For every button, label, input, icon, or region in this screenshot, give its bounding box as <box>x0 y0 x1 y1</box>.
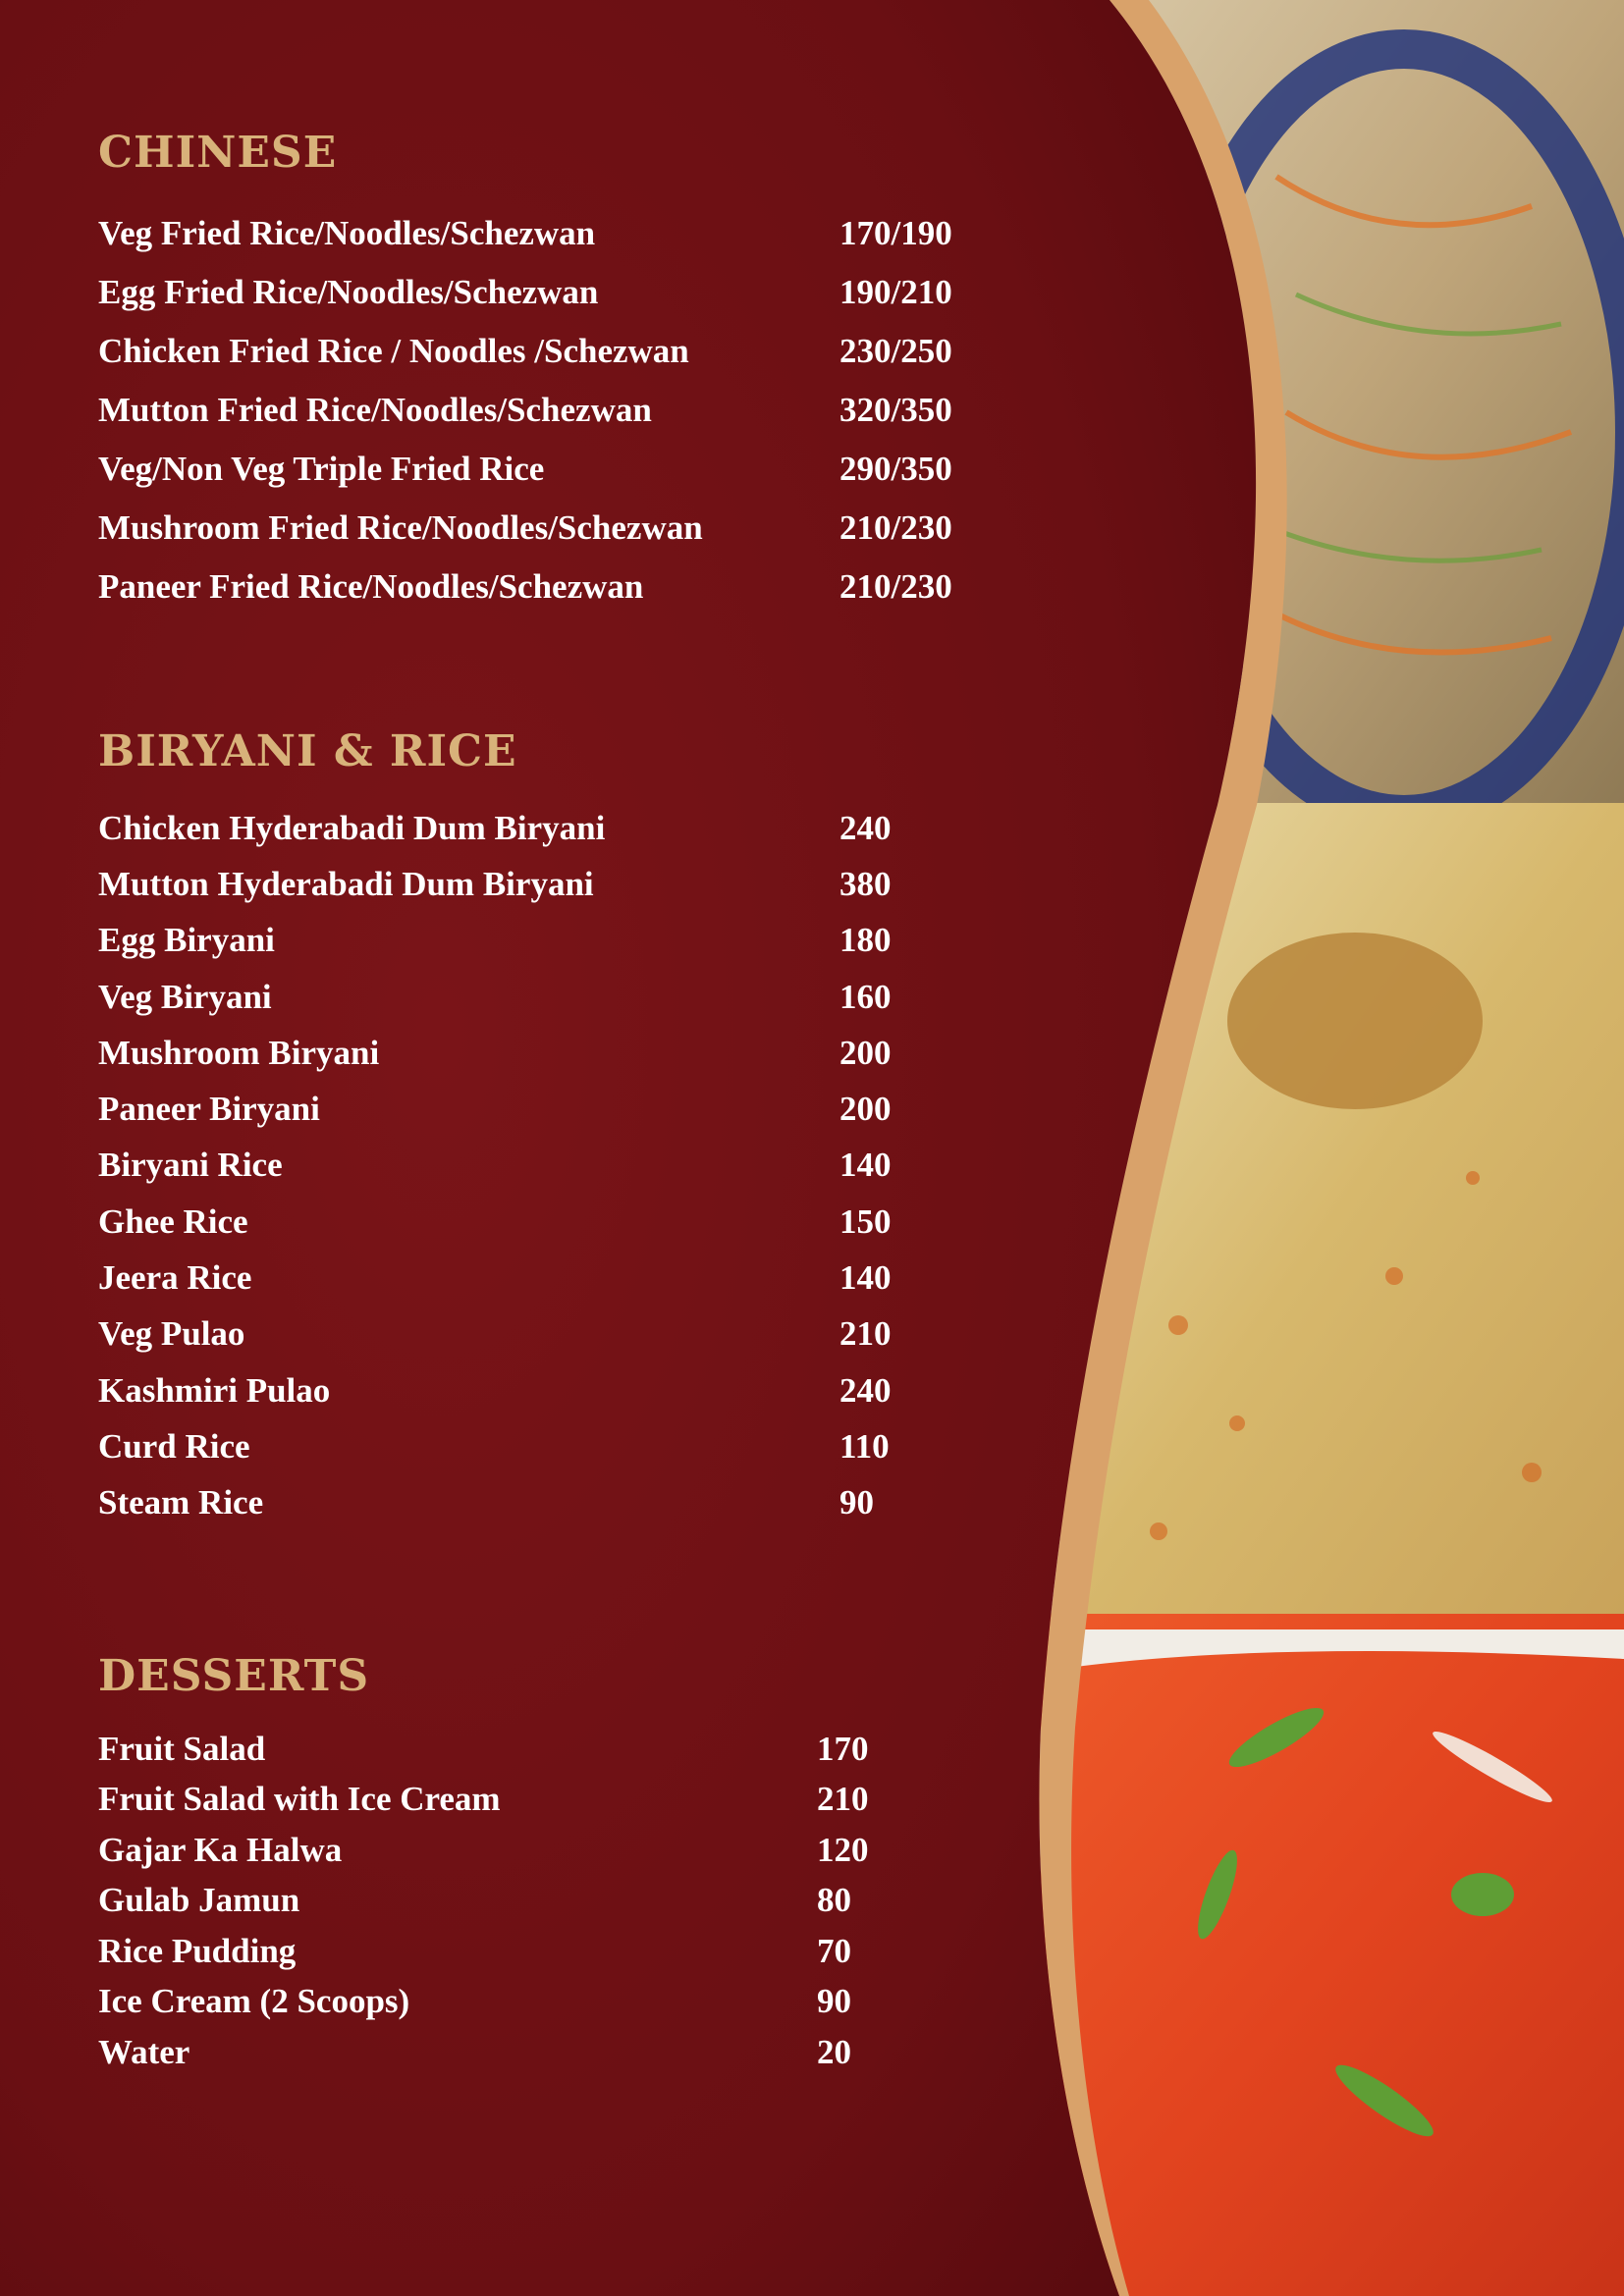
item-name: Egg Biryani <box>98 921 275 960</box>
menu-item <box>98 1138 892 1194</box>
gajar-halwa-photo <box>1041 1614 1624 2296</box>
item-price: 170/190 <box>839 214 952 252</box>
item-name: Mushroom Fried Rice/Noodles/Schezwan <box>98 508 703 547</box>
item-name: Chicken Hyderabadi Dum Biryani <box>98 808 606 847</box>
item-price: 20 <box>817 2032 851 2071</box>
menu-item <box>98 440 952 499</box>
item-price: 90 <box>839 1483 874 1522</box>
menu-item <box>98 1475 892 1531</box>
item-name: Egg Fried Rice/Noodles/Schezwan <box>98 273 599 311</box>
item-name: Mutton Hyderabadi Dum Biryani <box>98 864 594 903</box>
item-price: 80 <box>817 1881 851 1920</box>
item-price: 170 <box>817 1729 869 1768</box>
menu-item <box>98 558 952 616</box>
item-name: Biryani Rice <box>98 1146 283 1185</box>
menu-list-desserts <box>98 1724 869 2078</box>
menu-item <box>98 1876 869 1927</box>
item-price: 200 <box>839 1033 892 1072</box>
item-name: Fruit Salad with Ice Cream <box>98 1780 501 1819</box>
item-price: 210 <box>817 1780 869 1819</box>
item-price: 160 <box>839 977 892 1016</box>
menu-item <box>98 263 952 322</box>
menu-item <box>98 2027 869 2078</box>
item-price: 150 <box>839 1201 892 1241</box>
item-name: Fruit Salad <box>98 1729 266 1768</box>
item-name: Mushroom Biryani <box>98 1033 380 1072</box>
item-price: 380 <box>839 864 892 903</box>
menu-item <box>98 1025 892 1081</box>
menu-item <box>98 499 952 558</box>
menu-list-chinese <box>98 204 952 616</box>
item-name: Veg/Non Veg Triple Fried Rice <box>98 450 545 488</box>
item-name: Paneer Fried Rice/Noodles/Schezwan <box>98 567 644 606</box>
item-name: Veg Fried Rice/Noodles/Schezwan <box>98 214 596 252</box>
menu-item <box>98 204 952 263</box>
item-price: 180 <box>839 921 892 960</box>
menu-item <box>98 800 892 856</box>
item-name: Jeera Rice <box>98 1258 252 1298</box>
item-name: Gulab Jamun <box>98 1881 300 1920</box>
menu-item <box>98 1081 892 1137</box>
section-title-desserts: DESSERTS <box>98 1651 370 1701</box>
item-price: 120 <box>817 1830 869 1869</box>
menu-item <box>98 322 952 381</box>
menu-item <box>98 1194 892 1250</box>
item-price: 240 <box>839 808 892 847</box>
item-name: Water <box>98 2032 190 2071</box>
item-name: Paneer Biryani <box>98 1090 320 1129</box>
menu-item <box>98 1307 892 1362</box>
menu-list-biryani-rice <box>98 800 892 1531</box>
section-title-chinese: CHINESE <box>98 128 338 178</box>
item-name: Ice Cream (2 Scoops) <box>98 1982 410 2021</box>
menu-item <box>98 1926 869 1977</box>
item-price: 200 <box>839 1090 892 1129</box>
menu-item <box>98 969 892 1025</box>
item-price: 210/230 <box>839 567 952 606</box>
item-name: Veg Biryani <box>98 977 272 1016</box>
menu-item <box>98 1724 869 1775</box>
item-price: 290/350 <box>839 450 952 488</box>
item-name: Curd Rice <box>98 1426 250 1466</box>
menu-item <box>98 1362 892 1418</box>
menu-item <box>98 913 892 969</box>
item-name: Rice Pudding <box>98 1931 297 1970</box>
menu-item <box>98 1825 869 1876</box>
item-price: 110 <box>839 1426 890 1466</box>
item-price: 190/210 <box>839 273 952 311</box>
item-price: 240 <box>839 1370 892 1410</box>
menu-item <box>98 381 952 440</box>
item-price: 210 <box>839 1314 892 1354</box>
item-price: 90 <box>817 1982 851 2021</box>
menu-item <box>98 1977 869 2028</box>
item-price: 140 <box>839 1258 892 1298</box>
menu-item <box>98 856 892 912</box>
item-name: Chicken Fried Rice / Noodles /Schezwan <box>98 332 689 370</box>
item-price: 230/250 <box>839 332 952 370</box>
menu-item <box>98 1418 892 1474</box>
item-name: Steam Rice <box>98 1483 264 1522</box>
item-price: 70 <box>817 1931 851 1970</box>
item-name: Veg Pulao <box>98 1314 245 1354</box>
menu-item <box>98 1775 869 1826</box>
menu-item <box>98 1250 892 1306</box>
section-title-biryani-rice: BIRYANI & RICE <box>98 726 517 776</box>
item-name: Mutton Fried Rice/Noodles/Schezwan <box>98 391 652 429</box>
item-name: Gajar Ka Halwa <box>98 1830 343 1869</box>
item-name: Ghee Rice <box>98 1201 248 1241</box>
item-name: Kashmiri Pulao <box>98 1370 331 1410</box>
item-price: 320/350 <box>839 391 952 429</box>
item-price: 210/230 <box>839 508 952 547</box>
item-price: 140 <box>839 1146 892 1185</box>
